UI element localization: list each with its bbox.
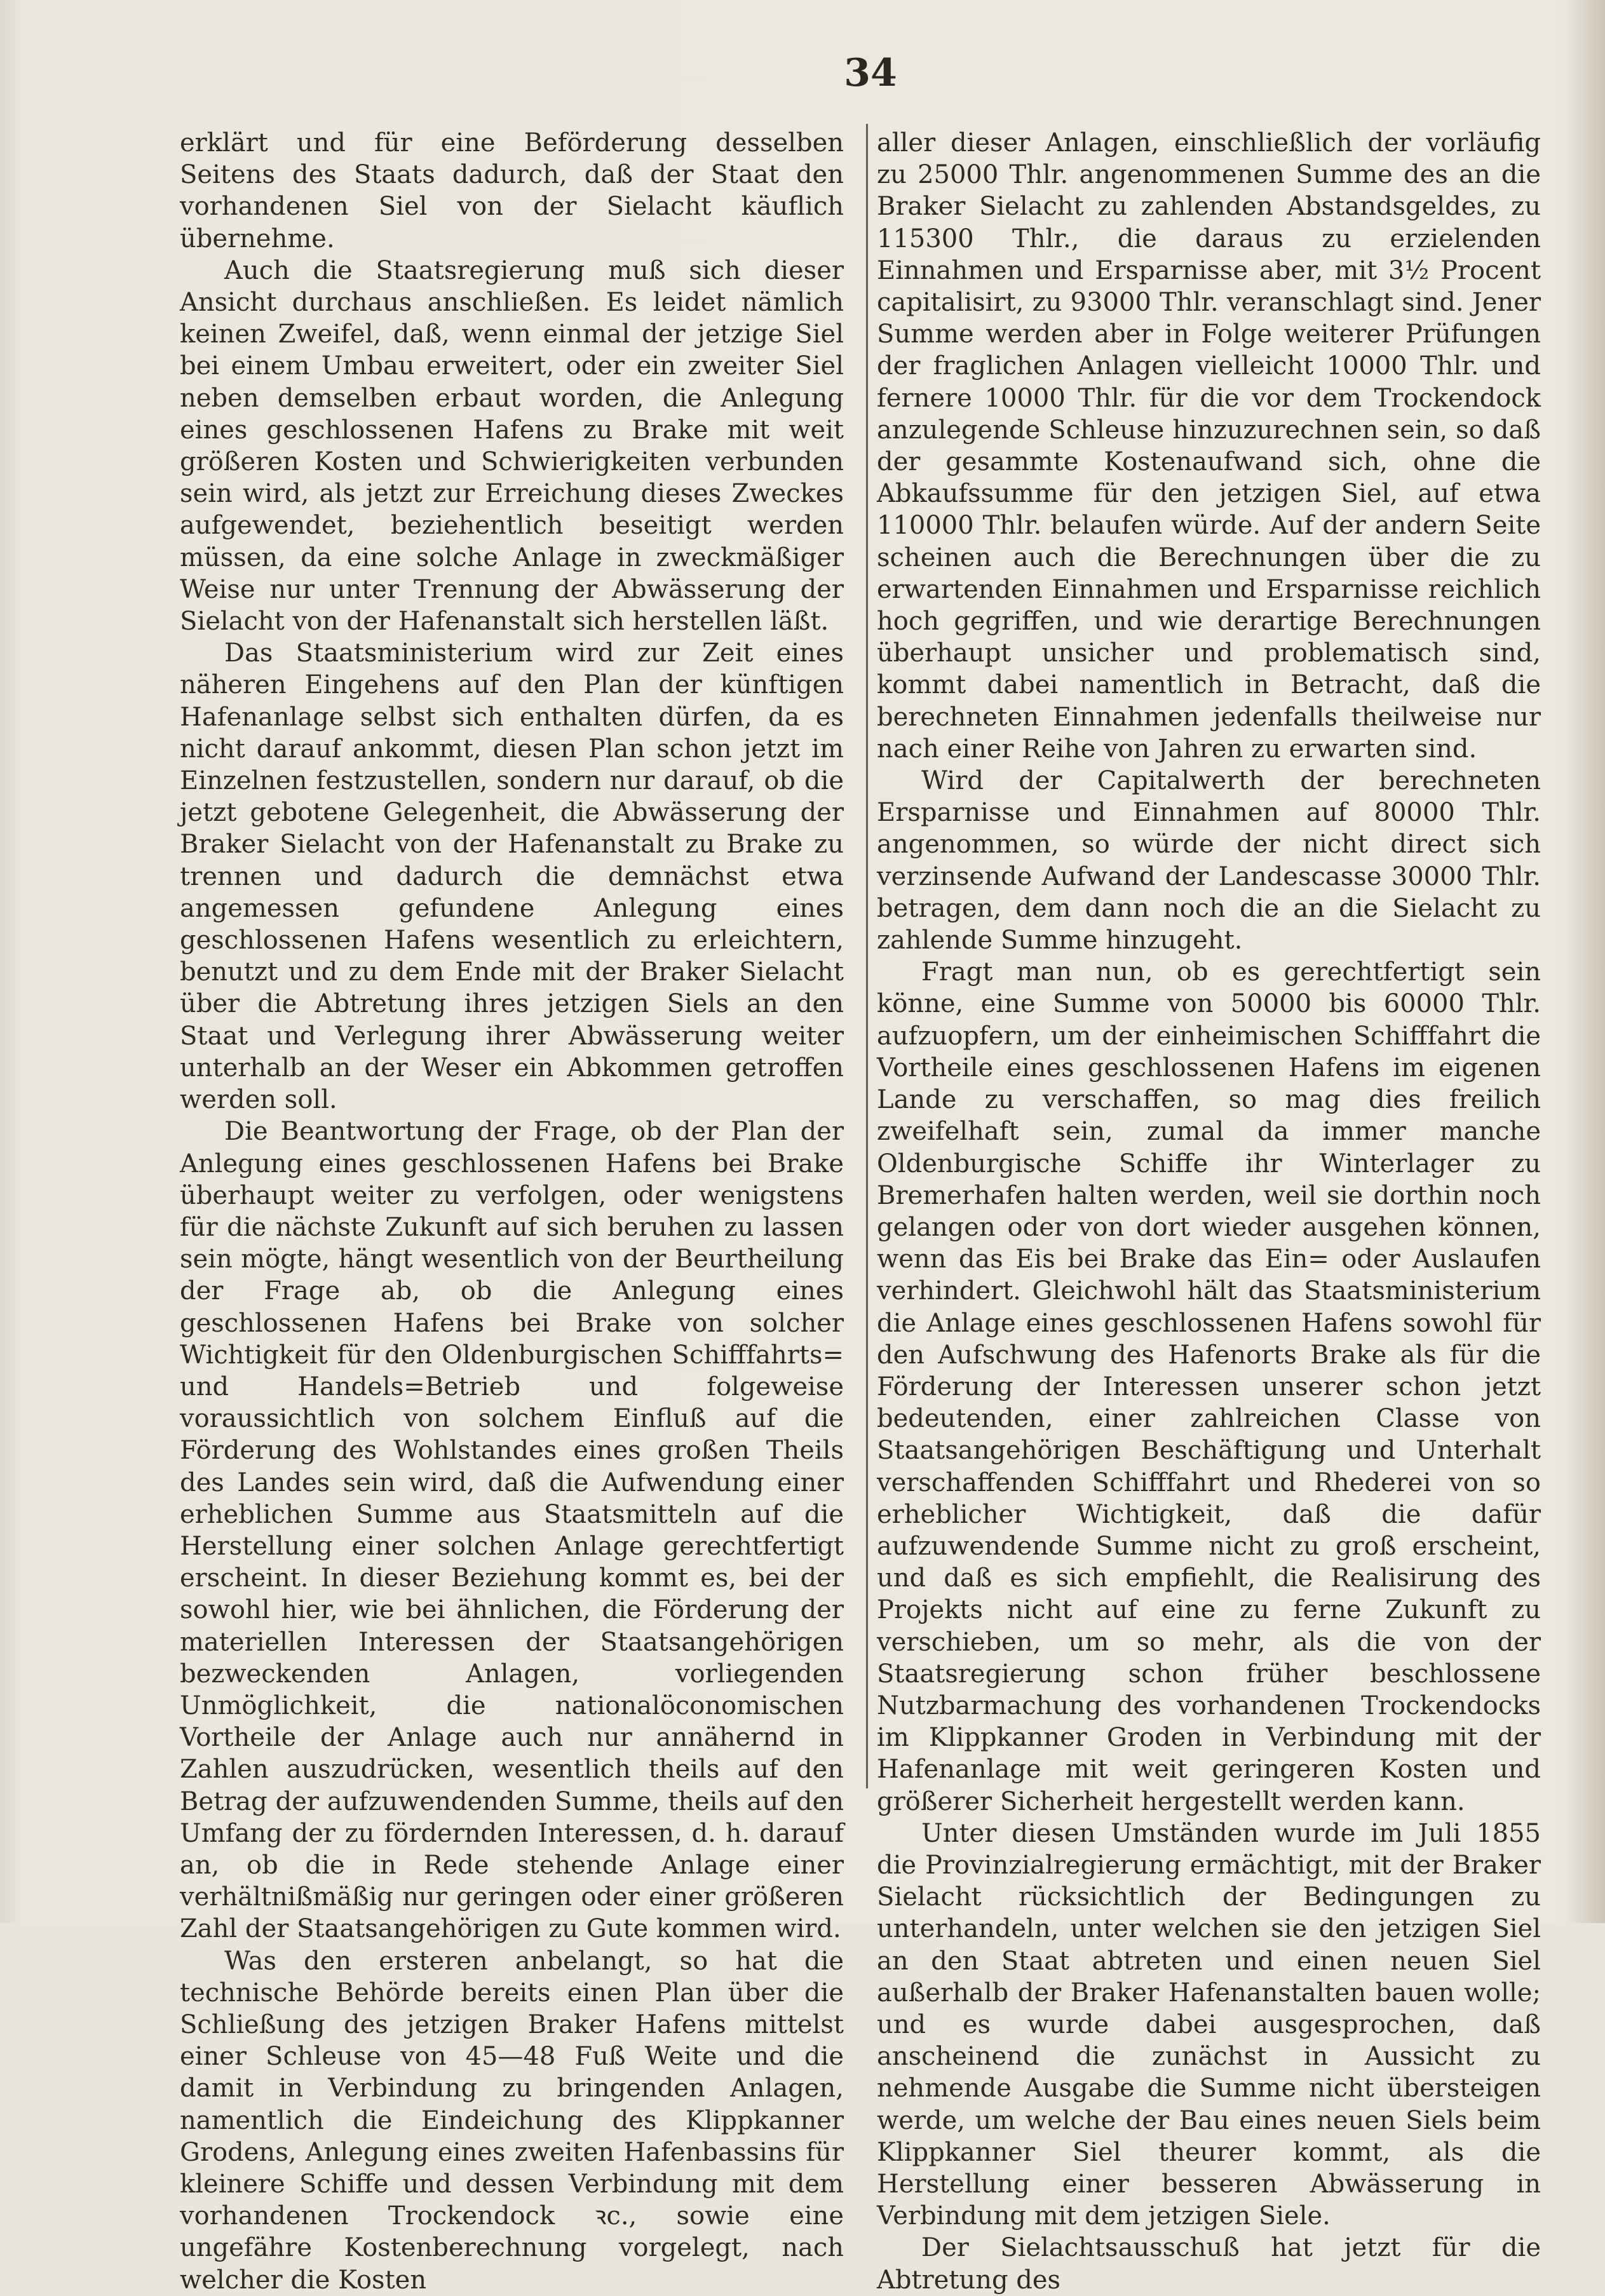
page-edge-shadow xyxy=(1567,0,1605,1923)
paragraph: Fragt man nun, ob es gerechtfertigt sein könne, eine Summe von 50000 bis 60000 Thlr. aufzuopfern, um der einheimischen Schifffahrt die Vortheile eines geschlossenen Hafens im eigenen Lande zu verschaffen, so mag dies freilich zweifelhaft sein, zumal da immer manche Oldenburgische Schiffe ihr Winterlager zu Bremerhafen halten werden, weil sie dorthin noch gelangen oder von dort wieder ausgehen können, wenn das Eis bei Brake das Ein= oder Auslaufen verhindert. Gleichwohl hält das Staatsministerium die Anlage eines geschlossenen Hafens sowohl für den Aufschwung des Hafenorts Brake als für die Förderung der Interessen unserer schon jetzt bedeutenden, einer zahlreichen Classe von Staatsangehörigen Beschäftigung und Unterhalt verschaffenden Schifffahrt und Rhederei von so erheblicher Wichtigkeit, daß die dafür aufzuwendende Summe nicht zu groß erscheint, und daß es sich empfiehlt, die Realisirung des Projekts nicht auf eine zu ferne Zukunft zu verschieben, um so mehr, als die von der Staatsregierung schon früher beschlossene Nutzbarmachung des vorhandenen Trockendocks im Klippkanner Groden in Verbindung mit der Hafenanlage mit weit geringeren Kosten und größerer Sicherheit hergestellt werden kann. xyxy=(877,957,1541,1816)
paragraph: Das Staatsministerium wird zur Zeit eines näheren Eingehens auf den Plan der künftigen Hafenanlage selbst sich enthalten dürfen, da es nicht darauf ankommt, diesen Plan schon jetzt im Einzelnen festzustellen, sondern nur darauf, ob die jetzt gebotene Gelegenheit, die Abwässerung der Braker Sielacht von der Hafenanstalt zu Brake zu trennen und dadurch die demnächst etwa angemessen gefundene Anlegung eines geschlossenen Hafens wesentlich zu erleichtern, benutzt und zu dem Ende mit der Braker Sielacht über die Abtretung ihres jetzigen Siels an den Staat und Verlegung ihrer Abwässerung weiter unterhalb an der Weser ein Abkommen getroffen werden soll. xyxy=(180,638,844,1115)
paragraph: Unter diesen Umständen wurde im Juli 1855 die Provinzialregierung ermächtigt, mit der Braker Sielacht rücksichtlich der Bedingungen zu unterhandeln, unter welchen sie den jetzigen Siel an den Staat abtreten und einen neuen Siel außerhalb der Braker Hafenanstalten bauen wolle; und es wurde dabei ausgesprochen, daß anscheinend die zunächst in Aussicht zu nehmende Ausgabe die Summe nicht übersteigen werde, um welche der Bau eines neuen Siels beim Klippkanner Siel theurer kommt, als die Herstellung einer besseren Abwässerung in Verbindung mit dem jetzigen Siele. xyxy=(877,1818,1541,2231)
paragraph: aller dieser Anlagen, einschließlich der vorläufig zu 25000 Thlr. angenommenen Summe des an die Braker Sielacht zu zahlenden Abstandsgeldes, zu 115300 Thlr., die daraus zu erzielenden Einnahmen und Ersparnisse aber, mit 3½ Procent capitalisirt, zu 93000 Thlr. veranschlagt sind. Jener Summe werden aber in Folge weiterer Prüfungen der fraglichen Anlagen vielleicht 10000 Thlr. und fernere 10000 Thlr. für die vor dem Trockendock anzulegende Schleuse hinzuzurechnen sein, so daß der gesammte Kostenaufwand sich, ohne die Abkaufssumme für den jetzigen Siel, auf etwa 110000 Thlr. belaufen würde. Auf der andern Seite scheinen auch die Berechnungen über die zu erwartenden Einnahmen und Ersparnisse reichlich hoch gegriffen, und wie derartige Berechnungen überhaupt unsicher und problematisch sind, kommt dabei namentlich in Betracht, daß die berechneten Einnahmen jedenfalls theilweise nur nach einer Reihe von Jahren zu erwarten sind. xyxy=(877,128,1541,764)
paragraph: Die Beantwortung der Frage, ob der Plan der Anlegung eines geschlossenen Hafens bei Brake überhaupt weiter zu verfolgen, oder wenigstens für die nächste Zukunft auf sich beruhen zu lassen sein mögte, hängt wesentlich von der Beurtheilung der Frage ab, ob die Anlegung eines geschlossenen Hafens bei Brake von solcher Wichtigkeit für den Oldenburgischen Schifffahrts= und Handels=Betrieb und folgeweise voraussichtlich von solchem Einfluß auf die Förderung des Wohlstandes eines großen Theils des Landes sein wird, daß die Aufwendung einer erheblichen Summe aus Staatsmitteln auf die Herstellung einer solchen Anlage gerechtfertigt erscheint. In dieser Beziehung kommt es, bei der sowohl hier, wie bei ähnlichen, die Förderung der materiellen Interessen der Staatsangehörigen bezweckenden Anlagen, vorliegenden Unmöglichkeit, die nationalöconomischen Vortheile der Anlage auch nur annähernd in Zahlen auszudrücken, wesentlich theils auf den Betrag der aufzuwendenden Summe, theils auf den Umfang der zu fördernden Interessen, d. h. darauf an, ob die in Rede stehende Anlage einer verhältnißmäßig nur geringen oder einer größeren Zahl der Staatsangehörigen zu Gute kommen wird. xyxy=(180,1117,844,1944)
paragraph: Wird der Capitalwerth der berechneten Ersparnisse und Einnahmen auf 80000 Thlr. angenommen, so würde der nicht direct sich verzinsende Aufwand der Landescasse 30000 Thlr. betragen, dem dann noch die an die Sielacht zu zahlende Summe hinzugeht. xyxy=(877,766,1541,956)
paragraph: erklärt und für eine Beförderung desselben Seitens des Staats dadurch, daß der Staat den vorhandenen Siel von der Sielacht käuflich übernehme. xyxy=(180,128,844,253)
page-number: 34 xyxy=(844,51,897,95)
paragraph: Was den ersteren anbelangt, so hat die technische Behörde bereits einen Plan über die Schließung des jetzigen Braker Hafens mittelst einer Schleuse von 45—48 Fuß Weite und die damit in Verbindung zu bringenden Anlagen, namentlich die Eindeichung des Klippkanner Grodens, Anlegung eines zweiten Hafenbassins für kleinere Schiffe und dessen Verbindung mit dem vorhandenen Trockendock ꝛc., sowie eine ungefähre Kostenberechnung vorgelegt, nach welcher die Kosten xyxy=(180,1946,844,2295)
left-text-column xyxy=(180,127,844,2296)
column-divider xyxy=(866,124,868,1788)
paragraph: Der Sielachtsausschuß hat jetzt für die Abtretung des xyxy=(877,2233,1541,2295)
right-text-column xyxy=(877,127,1541,2296)
paragraph: Auch die Staatsregierung muß sich dieser Ansicht durchaus anschließen. Es leidet nämlich keinen Zweifel, daß, wenn einmal der jetzige Siel bei einem Umbau erweitert, oder ein zweiter Siel neben demselben erbaut worden, die Anlegung eines geschlossenen Hafens zu Brake mit weit größeren Kosten und Schwierigkeiten verbunden sein wird, als jetzt zur Erreichung dieses Zweckes aufgewendet, beziehentlich beseitigt werden müssen, da eine solche Anlage in zweckmäßiger Weise nur unter Trennung der Abwässerung der Sielacht von der Hafenanstalt sich herstellen läßt. xyxy=(180,255,844,637)
